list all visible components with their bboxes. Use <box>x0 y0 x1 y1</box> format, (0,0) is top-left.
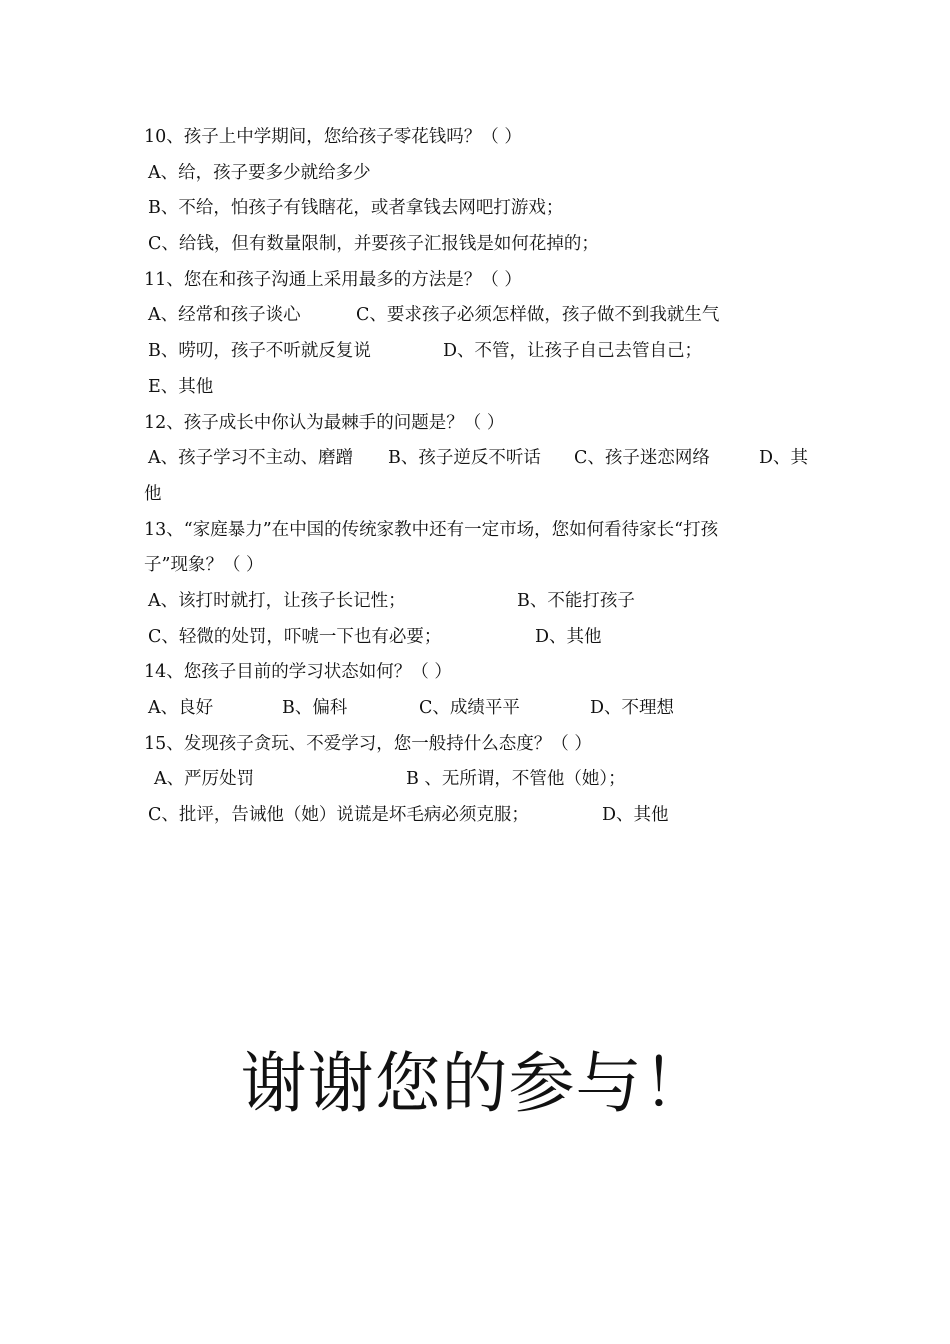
question-10-option-b <box>144 191 824 227</box>
question-text: 13、“家庭暴力”在中国的传统家教中还有一定市场，您如何看待家长“打孩 <box>144 519 719 540</box>
option-text: C、孩子迷恋网络 <box>574 448 710 469</box>
option-text: D、其他 <box>535 626 602 647</box>
option-text: B、不给，怕孩子有钱瞎花，或者拿钱去网吧打游戏； <box>148 198 564 219</box>
option-text: A、严厉处罚 <box>154 769 255 790</box>
option-text: B、不能打孩子 <box>517 590 635 611</box>
option-text: C、给钱，但有数量限制，并要孩子汇报钱是如何花掉的； <box>148 234 599 255</box>
question-11-option-e <box>144 370 824 406</box>
option-text: A、该打时就打，让孩子长记性； <box>148 590 406 611</box>
option-text: B 、无所谓，不管他（她）； <box>406 769 626 790</box>
option-text: C、成绩平平 <box>419 698 520 718</box>
option-text: A、良好 <box>148 698 214 718</box>
question-10-option-c <box>144 227 824 263</box>
option-text: A、给，孩子要多少就给多少 <box>148 162 371 183</box>
option-text: 他 <box>144 483 162 504</box>
option-text: A、经常和孩子谈心 <box>148 305 301 326</box>
question-12-title <box>144 406 824 442</box>
closing-message: 谢谢您的参与！ <box>240 1045 710 1122</box>
question-14-title <box>144 655 824 691</box>
question-11-options-row-2 <box>144 334 824 370</box>
question-10-option-a <box>144 156 824 192</box>
question-13-options-row-2 <box>144 620 824 656</box>
option-text: D、其他 <box>602 805 669 826</box>
question-10-title <box>144 120 824 156</box>
question-text: 14、您孩子目前的学习状态如何？（ ） <box>144 662 452 683</box>
question-12-wrap <box>144 477 824 513</box>
question-text: 子”现象？（ ） <box>144 555 264 576</box>
option-text: C、要求孩子必须怎样做，孩子做不到我就生气 <box>356 305 720 326</box>
question-15-title <box>144 727 824 763</box>
option-text: B、孩子逆反不听话 <box>388 448 541 469</box>
option-text: A、孩子学习不主动、磨蹭 <box>148 448 354 469</box>
option-text: D、不理想 <box>590 698 675 718</box>
question-text: 11、您在和孩子沟通上采用最多的方法是？（ ） <box>144 269 522 290</box>
question-13-title <box>144 513 824 549</box>
option-text: B、偏科 <box>282 698 348 718</box>
question-13-options-row-1 <box>144 584 824 620</box>
question-11-options-row-1 <box>144 298 824 334</box>
question-11-title <box>144 263 824 299</box>
question-text: 12、孩子成长中你认为最棘手的问题是？（ ） <box>144 412 505 433</box>
option-text: E、其他 <box>148 376 214 397</box>
option-text: D、不管，让孩子自己去管自己； <box>443 341 703 362</box>
question-text: 15、发现孩子贪玩、不爱学习，您一般持什么态度？（ ） <box>144 733 592 754</box>
question-15-options-row-2 <box>144 798 824 834</box>
option-text: C、批评，告诫他（她）说谎是坏毛病必须克服； <box>148 805 529 826</box>
question-13-title-wrap <box>144 548 824 584</box>
option-text: D、其 <box>759 448 809 469</box>
question-12-options-row <box>144 441 824 477</box>
questionnaire <box>144 120 824 834</box>
option-text: C、轻微的处罚，吓唬一下也有必要； <box>148 626 442 647</box>
question-14-options-row <box>144 691 824 727</box>
question-15-options-row-1 <box>144 762 824 798</box>
option-text: B、唠叨，孩子不听就反复说 <box>148 341 371 362</box>
question-text: 10、孩子上中学期间，您给孩子零花钱吗？（ ） <box>144 127 522 147</box>
